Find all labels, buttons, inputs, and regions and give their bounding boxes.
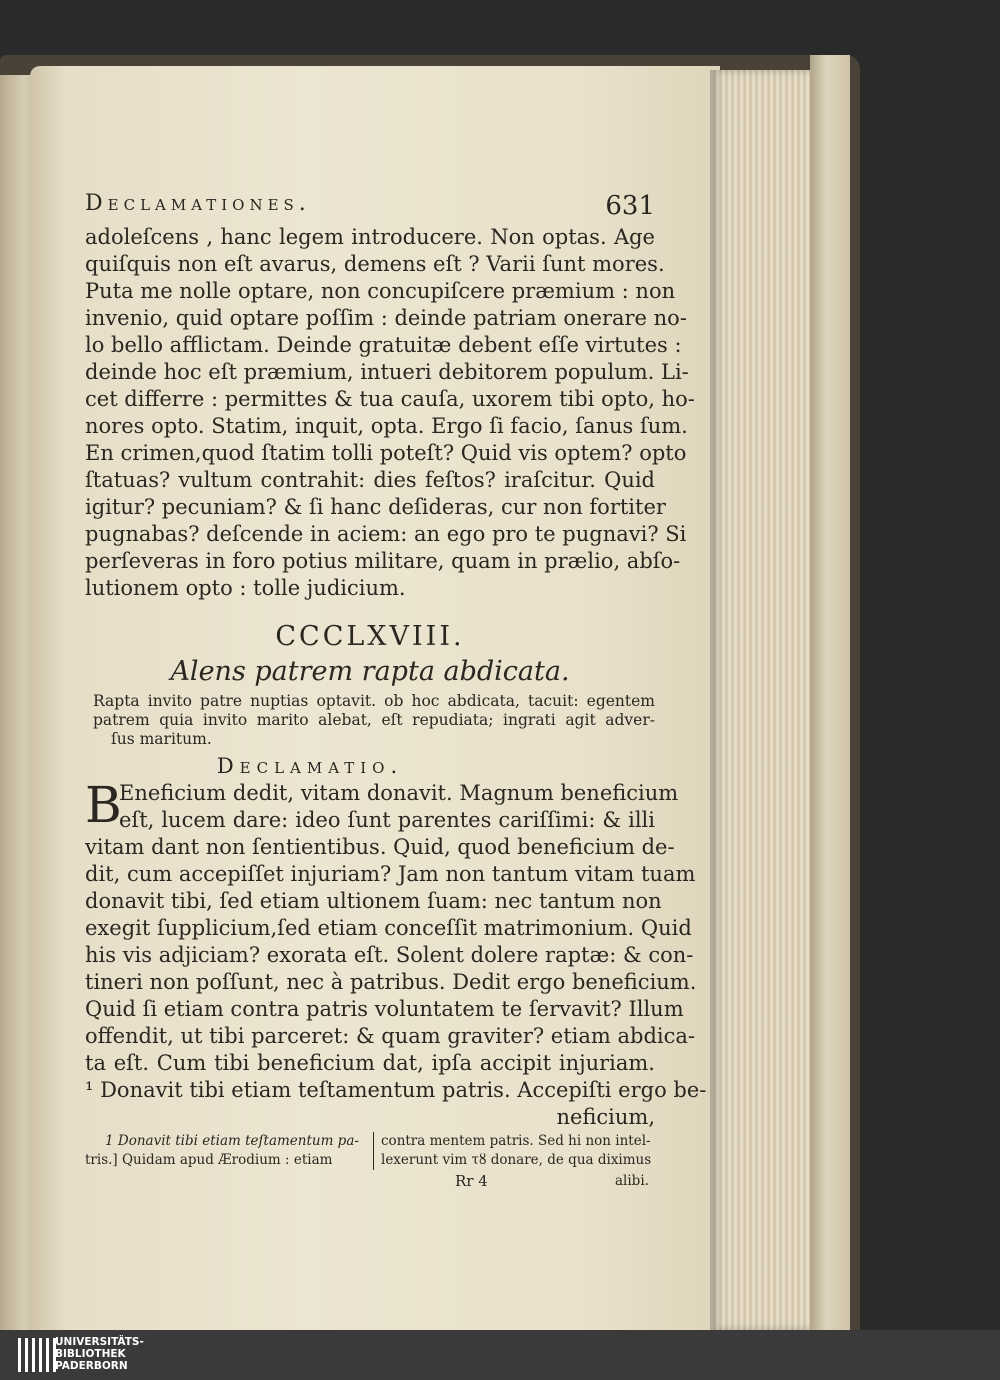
running-head-title: Declamationes. bbox=[85, 191, 311, 216]
text-line: En crimen,quod ſtatim tolli poteſt? Quid vis optem? opto bbox=[85, 441, 687, 465]
declamatio-heading: Declamatio. bbox=[216, 754, 404, 778]
text-line: ſtatuas? vultum contrahit: dies feſtos? iraſcitur. Quid bbox=[85, 468, 655, 492]
text-line: exegit ſupplicium,ſed etiam conceſſit matrimonium. Quid bbox=[85, 916, 692, 940]
text-line: ta eſt. Cum tibi beneficium dat, ipſa accipit injuriam. bbox=[85, 1051, 655, 1075]
text-line: deinde hoc eſt præmium, intueri debitorem populum. Li- bbox=[85, 360, 689, 384]
back-cover-edge bbox=[810, 55, 850, 1330]
running-head bbox=[85, 191, 655, 221]
library-logo-icon bbox=[18, 1338, 56, 1372]
text-line: offendit, ut tibi parceret: & quam graviter? etiam abdica- bbox=[85, 1024, 695, 1048]
summary-line: patrem quia invito marito alebat, eſt repudiata; ingrati agit adver- bbox=[93, 711, 655, 729]
logo-line: BIBLIOTHEK bbox=[55, 1348, 126, 1360]
text-line: Quid ſi etiam contra patris voluntatem te ſervavit? Illum bbox=[85, 997, 684, 1021]
text-line: dit, cum accepiſſet injuriam? Jam non tantum vitam tuam bbox=[85, 862, 696, 886]
text-line: nores opto. Statim, inquit, opta. Ergo ſi facio, ſanus ſum. bbox=[85, 414, 688, 438]
text-line: pugnabas? deſcende in aciem: an ego pro te pugnavi? Si bbox=[85, 522, 687, 546]
library-logo-text bbox=[55, 1336, 144, 1372]
summary-line: Rapta invito patre nuptias optavit. ob hoc abdicata, tacuit: egentem bbox=[93, 692, 655, 710]
text-line: perſeveras in foro potius militare, quam in prælio, abſo- bbox=[85, 549, 681, 573]
page-edges bbox=[710, 70, 810, 1330]
drop-cap: B bbox=[85, 776, 122, 834]
footnote-line: alibi. bbox=[615, 1173, 649, 1189]
book-page bbox=[30, 66, 720, 1330]
text-line: igitur? pecuniam? & ſi hanc deſideras, cur non fortiter bbox=[85, 495, 666, 519]
text-line: invenio, quid optare poſſim : deinde patriam onerare no- bbox=[85, 306, 687, 330]
signature-mark: Rr 4 bbox=[455, 1172, 488, 1190]
logo-line: UNIVERSITÄTS- bbox=[55, 1336, 144, 1348]
footnote-line: 1 Donavit tibi etiam teſtamentum pa- bbox=[105, 1133, 359, 1149]
text-line: lutionem opto : tolle judicium. bbox=[85, 576, 406, 600]
text-line: tineri non poſſunt, nec à patribus. Dedit ergo beneficium. bbox=[85, 970, 697, 994]
text-line: vitam dant non ſentientibus. Quid, quod beneficium de- bbox=[85, 835, 675, 859]
text-line: cet differre : permittes & tua cauſa, uxorem tibi opto, ho- bbox=[85, 387, 695, 411]
library-footer bbox=[0, 1330, 1000, 1380]
footnote-line: tris.] Quidam apud Ærodium : etiam bbox=[85, 1152, 333, 1168]
footnote-line: contra mentem patris. Sed hi non intel- bbox=[381, 1133, 651, 1149]
text-line: donavit tibi, ſed etiam ultionem ſuam: nec tantum non bbox=[85, 889, 662, 913]
text-line: adoleſcens , hanc legem introducere. Non optas. Age bbox=[85, 225, 655, 249]
text-line: neficium, bbox=[556, 1105, 655, 1129]
text-line: eſt, lucem dare: ideo ſunt parentes cariſſimi: & illi bbox=[119, 808, 655, 832]
text-line: Puta me nolle optare, non concupiſcere præmium : non bbox=[85, 279, 676, 303]
text-line: Eneficium dedit, vitam donavit. Magnum beneficium bbox=[119, 781, 679, 805]
footnote-divider bbox=[373, 1132, 374, 1170]
text-line: his vis adjiciam? exorata eſt. Solent dolere raptæ: & con- bbox=[85, 943, 694, 967]
text-line: quiſquis non eſt avarus, demens eſt ? Varii ſunt mores. bbox=[85, 252, 665, 276]
text-line: ¹ Donavit tibi etiam teſtamentum patris. Accepiſti ergo be- bbox=[85, 1078, 707, 1102]
summary-line: ſus maritum. bbox=[111, 730, 212, 748]
page-number: 631 bbox=[605, 191, 655, 221]
section-title: Alens patrem rapta abdicata. bbox=[170, 656, 570, 687]
text-line: lo bello afflictam. Deinde gratuitæ debent eſſe virtutes : bbox=[85, 333, 682, 357]
logo-line: PADERBORN bbox=[55, 1360, 128, 1372]
section-number: CCCLXVIII. bbox=[275, 621, 465, 652]
footnote-line: lexerunt vim τȣ donare, de qua diximus bbox=[381, 1152, 652, 1168]
